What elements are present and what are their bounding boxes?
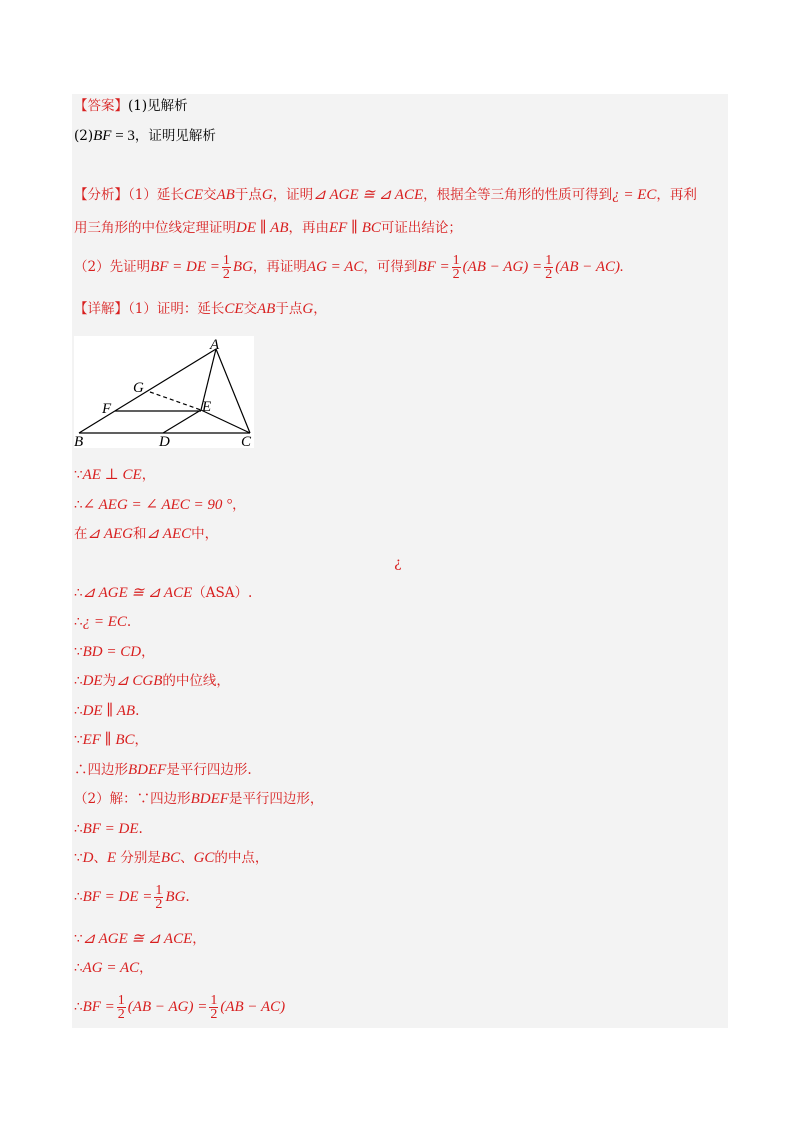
- answer-part-2-expr: BF: [93, 128, 112, 144]
- segment-ge-dashed: [150, 392, 201, 410]
- answer-part-2-prefix: (2): [74, 128, 94, 144]
- math-expr: D: [82, 850, 94, 866]
- answer-line-1: [74, 97, 188, 115]
- math-expr: CE: [183, 187, 204, 203]
- proof-text: ，: [139, 960, 153, 976]
- fraction: [154, 884, 163, 911]
- proof-symbol: （2）解：∵: [74, 791, 151, 807]
- proof-symbol: ∴: [74, 614, 83, 630]
- proof-text: .: [135, 703, 140, 719]
- analysis-text: ，可得到: [363, 259, 418, 275]
- proof-symbol: ∴: [74, 497, 83, 513]
- analysis-text: ，再利: [656, 187, 697, 203]
- proof-line: [74, 880, 190, 914]
- proof-line: [74, 990, 285, 1024]
- math-expr: BF = DE =: [82, 889, 153, 905]
- missing-equation-placeholder: ¿: [394, 555, 402, 571]
- proof-line: [74, 525, 218, 543]
- math-expr: GC: [193, 850, 215, 866]
- answer-tag: 【答案】: [74, 98, 128, 114]
- proof-symbol: ∵: [74, 644, 83, 660]
- detail-intro: [74, 300, 327, 318]
- proof-line: [74, 496, 246, 514]
- proof-text: 的中位线，: [162, 673, 230, 689]
- fraction-numerator: 1: [545, 253, 553, 268]
- proof-line: [74, 643, 155, 661]
- proof-line: [74, 731, 148, 749]
- answer-part-2-suffix: ，证明见解析: [134, 128, 216, 144]
- fraction-denominator: 2: [117, 1007, 125, 1022]
- fraction-numerator: 1: [155, 883, 163, 898]
- math-expr: AG = AC: [82, 960, 140, 976]
- math-expr: EF ∥ BC: [328, 220, 381, 236]
- proof-text: 为: [102, 673, 117, 689]
- fraction-denominator: 2: [452, 267, 460, 282]
- math-expr: DE ∥ AB: [82, 703, 136, 719]
- math-expr: BC: [160, 850, 181, 866]
- math-expr: BDEF: [128, 762, 167, 778]
- analysis-line-1: [74, 186, 697, 204]
- proof-symbol: ∴: [74, 703, 83, 719]
- math-expr: CE: [224, 301, 244, 317]
- math-expr: AB: [257, 301, 276, 317]
- label-a: A: [210, 337, 220, 353]
- answer-line-2: [74, 127, 216, 145]
- proof-text: 分别是: [116, 850, 161, 866]
- math-expr: (AB − AG) =: [127, 999, 208, 1015]
- proof-text: 是平行四边形，: [228, 791, 324, 807]
- proof-line: [74, 613, 131, 631]
- math-expr: BDEF: [190, 791, 229, 807]
- proof-text: .: [138, 821, 143, 837]
- proof-text: 、: [180, 850, 194, 866]
- fraction: [544, 254, 553, 281]
- detail-text: 于点: [275, 301, 303, 317]
- math-expr: ⊿ AEC: [146, 526, 192, 542]
- proof-line: [74, 466, 155, 484]
- math-expr: BF =: [82, 999, 115, 1015]
- proof-symbol: ∴: [74, 585, 83, 601]
- proof-line: [74, 849, 268, 867]
- math-expr: BD = CD: [82, 644, 142, 660]
- proof-symbol: ∴: [74, 999, 83, 1015]
- proof-text: （ASA）.: [192, 585, 253, 601]
- proof-text: ，: [134, 732, 149, 748]
- proof-symbol: ∴: [74, 673, 83, 689]
- math-expr: AE ⊥ CE: [82, 467, 142, 483]
- analysis-text: 可证出结论；: [380, 220, 462, 236]
- analysis-text: ，根据全等三角形的性质可得到: [423, 187, 613, 203]
- analysis-text: 用三角形的中位线定理证明: [74, 220, 236, 236]
- math-expr: ¿ = EC: [612, 187, 657, 203]
- segment-ac: [216, 349, 250, 433]
- math-expr: EF ∥ BC: [82, 732, 135, 748]
- math-expr: ¿ = EC: [82, 614, 127, 630]
- analysis-text: （2）先证明: [74, 259, 151, 275]
- math-expr: DE: [82, 673, 103, 689]
- fraction-numerator: 1: [210, 993, 218, 1008]
- math-expr: E: [106, 850, 117, 866]
- analysis-text: ，再证明: [252, 259, 307, 275]
- analysis-text: ，证明: [272, 187, 314, 203]
- geometry-figure: [74, 336, 254, 448]
- label-d: D: [159, 434, 170, 448]
- label-e: E: [202, 399, 212, 415]
- proof-text: 是平行四边形.: [166, 762, 252, 778]
- math-expr: DE ∥ AB: [236, 220, 289, 236]
- detail-text: （1）证明：延长: [128, 301, 225, 317]
- math-expr: BF = DE =: [150, 259, 220, 275]
- fraction-denominator: 2: [155, 897, 163, 912]
- math-expr: BG: [232, 259, 253, 275]
- segment-ba: [79, 349, 216, 433]
- proof-text: ，: [232, 497, 246, 513]
- fraction: [452, 254, 461, 281]
- proof-symbol: ∵: [74, 732, 83, 748]
- proof-line: [74, 702, 139, 720]
- label-b: B: [74, 434, 84, 448]
- math-expr: ⊿ AGE ≅ ⊿ ACE: [313, 187, 424, 203]
- proof-text: 、: [93, 850, 107, 866]
- detail-text: ，: [313, 301, 327, 317]
- fraction: [117, 994, 126, 1021]
- answer-part-2-eq: = 3: [111, 128, 135, 144]
- proof-text: ，: [141, 467, 156, 483]
- segment-de: [163, 410, 201, 433]
- analysis-line-3: [74, 250, 624, 284]
- math-expr: G: [261, 187, 273, 203]
- proof-text: 的中点，: [214, 850, 269, 866]
- fraction-numerator: 1: [117, 993, 125, 1008]
- proof-text: 中，: [191, 526, 219, 542]
- proof-text: ，: [141, 644, 155, 660]
- proof-text: 和: [132, 526, 147, 542]
- proof-text: 四边形: [150, 791, 191, 807]
- proof-line: [74, 761, 252, 779]
- label-g: G: [133, 380, 144, 396]
- math-expr: (AB − AC).: [555, 259, 624, 275]
- math-expr: G: [302, 301, 314, 317]
- proof-symbol: ∴: [74, 821, 83, 837]
- proof-text: 四边形: [87, 762, 128, 778]
- math-expr: AG = AC: [306, 259, 364, 275]
- label-f: F: [102, 401, 112, 417]
- analysis-line-2: [74, 219, 462, 237]
- label-c: C: [241, 434, 252, 448]
- proof-line: [74, 672, 230, 690]
- fraction: [209, 994, 218, 1021]
- detail-tag: 【详解】: [74, 301, 128, 317]
- analysis-text: （1）延长: [128, 187, 184, 203]
- fraction-denominator: 2: [210, 1007, 218, 1022]
- math-expr: ⊿ AGE ≅ ⊿ ACE: [82, 931, 193, 947]
- proof-text: .: [185, 889, 190, 905]
- math-expr: (AB − AC): [220, 999, 286, 1015]
- proof-symbol: ∵: [74, 931, 83, 947]
- fraction-numerator: 1: [222, 253, 230, 268]
- analysis-text: 交: [203, 187, 217, 203]
- math-expr: ⊿ AGE ≅ ⊿ ACE: [82, 585, 193, 601]
- proof-text: ，: [192, 931, 206, 947]
- answer-part-1: (1)见解析: [128, 98, 188, 114]
- math-expr: BF =: [417, 259, 450, 275]
- proof-symbol: ∴: [74, 960, 83, 976]
- detail-text: 交: [243, 301, 258, 317]
- analysis-text: 于点: [234, 187, 262, 203]
- fraction-denominator: 2: [545, 267, 553, 282]
- proof-line: [74, 584, 252, 602]
- proof-text: 在: [74, 526, 88, 542]
- math-expr: ∠ AEG = ∠ AEC = 90 °: [82, 497, 233, 513]
- proof-symbol: ∵: [74, 467, 83, 483]
- fraction: [222, 254, 231, 281]
- proof-symbol: ∵: [74, 850, 83, 866]
- proof-line: [74, 820, 143, 838]
- proof-text: .: [126, 614, 132, 630]
- proof-line: [74, 959, 153, 977]
- math-expr: BF = DE: [82, 821, 139, 837]
- proof-line: [74, 790, 323, 808]
- math-expr: ⊿ AEG: [87, 526, 133, 542]
- fraction-denominator: 2: [222, 267, 230, 282]
- analysis-tag: 【分析】: [74, 187, 128, 203]
- math-expr: ⊿ CGB: [116, 673, 163, 689]
- fraction-numerator: 1: [452, 253, 460, 268]
- analysis-text: ，再由: [288, 220, 329, 236]
- proof-symbol: ∴: [74, 889, 83, 905]
- proof-line: [74, 930, 206, 948]
- math-expr: (AB − AG) =: [462, 259, 543, 275]
- math-expr: AB: [216, 187, 235, 203]
- math-expr: BG: [165, 889, 186, 905]
- proof-symbol: ∴: [74, 762, 88, 778]
